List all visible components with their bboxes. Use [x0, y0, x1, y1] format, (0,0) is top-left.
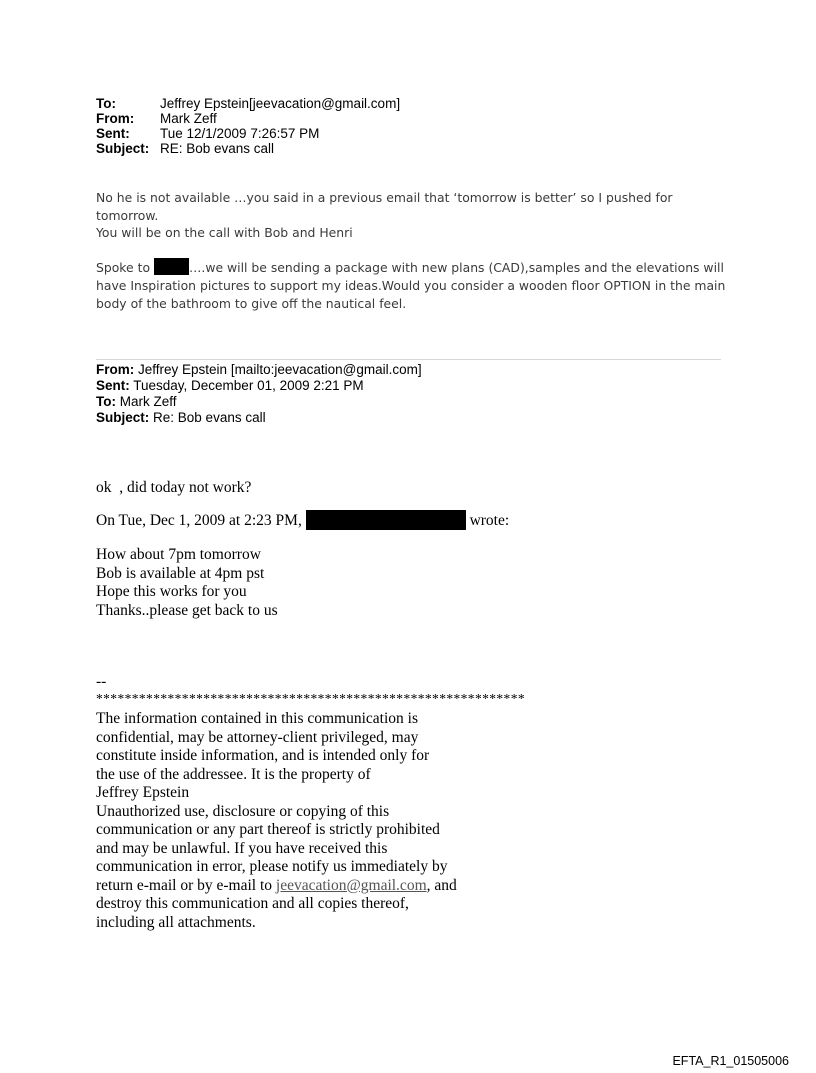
disclaimer-line: the use of the addressee. It is the property of — [96, 765, 371, 783]
to-label: To: — [96, 96, 116, 111]
quoted-to-value: Mark Zeff — [119, 394, 177, 409]
disclaimer-line: Unauthorized use, disclosure or copying of this — [96, 802, 390, 820]
quoted-reply-line: Hope this works for you — [96, 583, 247, 600]
email-link[interactable]: jeevacation@gmail.com — [275, 876, 427, 894]
quoted-from-label: From: — [96, 362, 135, 377]
from-value: Mark Zeff — [160, 111, 217, 126]
disclaimer-line: communication in error, please notify us immediately by — [96, 858, 448, 875]
on-prefix: On Tue, Dec 1, 2009 at 2:23 PM, — [96, 512, 302, 529]
document-id: EFTA_R1_01505006 — [672, 1054, 789, 1068]
header-subject-row — [96, 141, 400, 156]
quoted-subject-row — [96, 410, 422, 426]
quoted-sent-row — [96, 378, 422, 394]
to-value: Jeffrey Epstein[jeevacation@gmail.com] — [160, 96, 401, 111]
disclaimer-line: communication or any part thereof is strictly prohibited — [96, 821, 440, 838]
header-from-row — [96, 111, 400, 126]
disclaimer-line: and may be unlawful. If you have received this — [96, 839, 388, 857]
quoted-line-ok: ok , did today not work? — [96, 479, 252, 496]
quoted-subject-value: Re: Bob evans call — [153, 410, 266, 425]
header-sent-row — [96, 126, 400, 141]
quoted-to-row — [96, 394, 422, 410]
reply-paragraph-1: No he is not available …you said in a previous email that ‘tomorrow is better’ so I pushed for tomorrow. — [96, 190, 673, 223]
redaction-box — [154, 258, 189, 275]
para3-rest: ….we will be sending a package with new plans (CAD),samples and the elevations will have Inspiration pictures to support my ideas.Would you consider a wooden floor OPTION in the main body of the bathroom to give off the nautical feel. — [96, 260, 726, 311]
disclaimer-line: destroy this communication and all copies thereof, — [96, 895, 409, 912]
quoted-sent-value: Tuesday, December 01, 2009 2:21 PM — [133, 378, 364, 393]
from-label: From: — [96, 111, 135, 126]
redaction-box-sender — [306, 510, 466, 530]
disclaimer-line: confidential, may be attorney-client privileged, may — [96, 728, 419, 746]
on-wrote-line — [96, 510, 509, 531]
quoted-subject-label: Subject: — [96, 410, 150, 425]
disclaimer-line: Jeffrey Epstein — [96, 784, 190, 801]
header-to-row — [96, 96, 400, 111]
separator-line — [96, 359, 721, 360]
signature-stars: ************************************************************ — [96, 691, 525, 706]
signature-dashes: -- — [96, 673, 107, 690]
reply-paragraph-2: You will be on the call with Bob and Henri — [96, 225, 353, 240]
quoted-reply-line: Bob is available at 4pm pst — [96, 564, 265, 582]
quoted-reply-line: How about 7pm tomorrow — [96, 546, 261, 563]
quoted-header — [96, 362, 422, 426]
sent-value: Tue 12/1/2009 7:26:57 PM — [160, 126, 320, 141]
reply-paragraph-3 — [96, 258, 736, 313]
quoted-from-row — [96, 362, 422, 378]
sent-label: Sent: — [96, 126, 130, 141]
disclaimer-line: constitute inside information, and is intended only for — [96, 747, 430, 764]
quoted-from-value: Jeffrey Epstein [mailto:jeevacation@gmail.com] — [138, 362, 422, 377]
on-suffix: wrote: — [469, 512, 510, 529]
return-prefix: return e-mail or by e-mail to — [96, 876, 273, 894]
return-suffix: , and — [426, 876, 457, 894]
disclaimer-line: including all attachments. — [96, 913, 256, 931]
disclaimer-line: The information contained in this communication is — [96, 710, 418, 727]
quoted-to-label: To: — [96, 394, 116, 409]
quoted-reply — [96, 546, 278, 620]
quoted-reply-line: Thanks..please get back to us — [96, 601, 278, 619]
disclaimer — [96, 710, 516, 932]
quoted-sent-label: Sent: — [96, 378, 130, 393]
disclaimer-return-line — [96, 877, 516, 896]
subject-value: RE: Bob evans call — [160, 141, 275, 156]
email-header — [96, 96, 400, 156]
subject-label: Subject: — [96, 141, 150, 156]
para3-prefix: Spoke to — [96, 260, 151, 275]
